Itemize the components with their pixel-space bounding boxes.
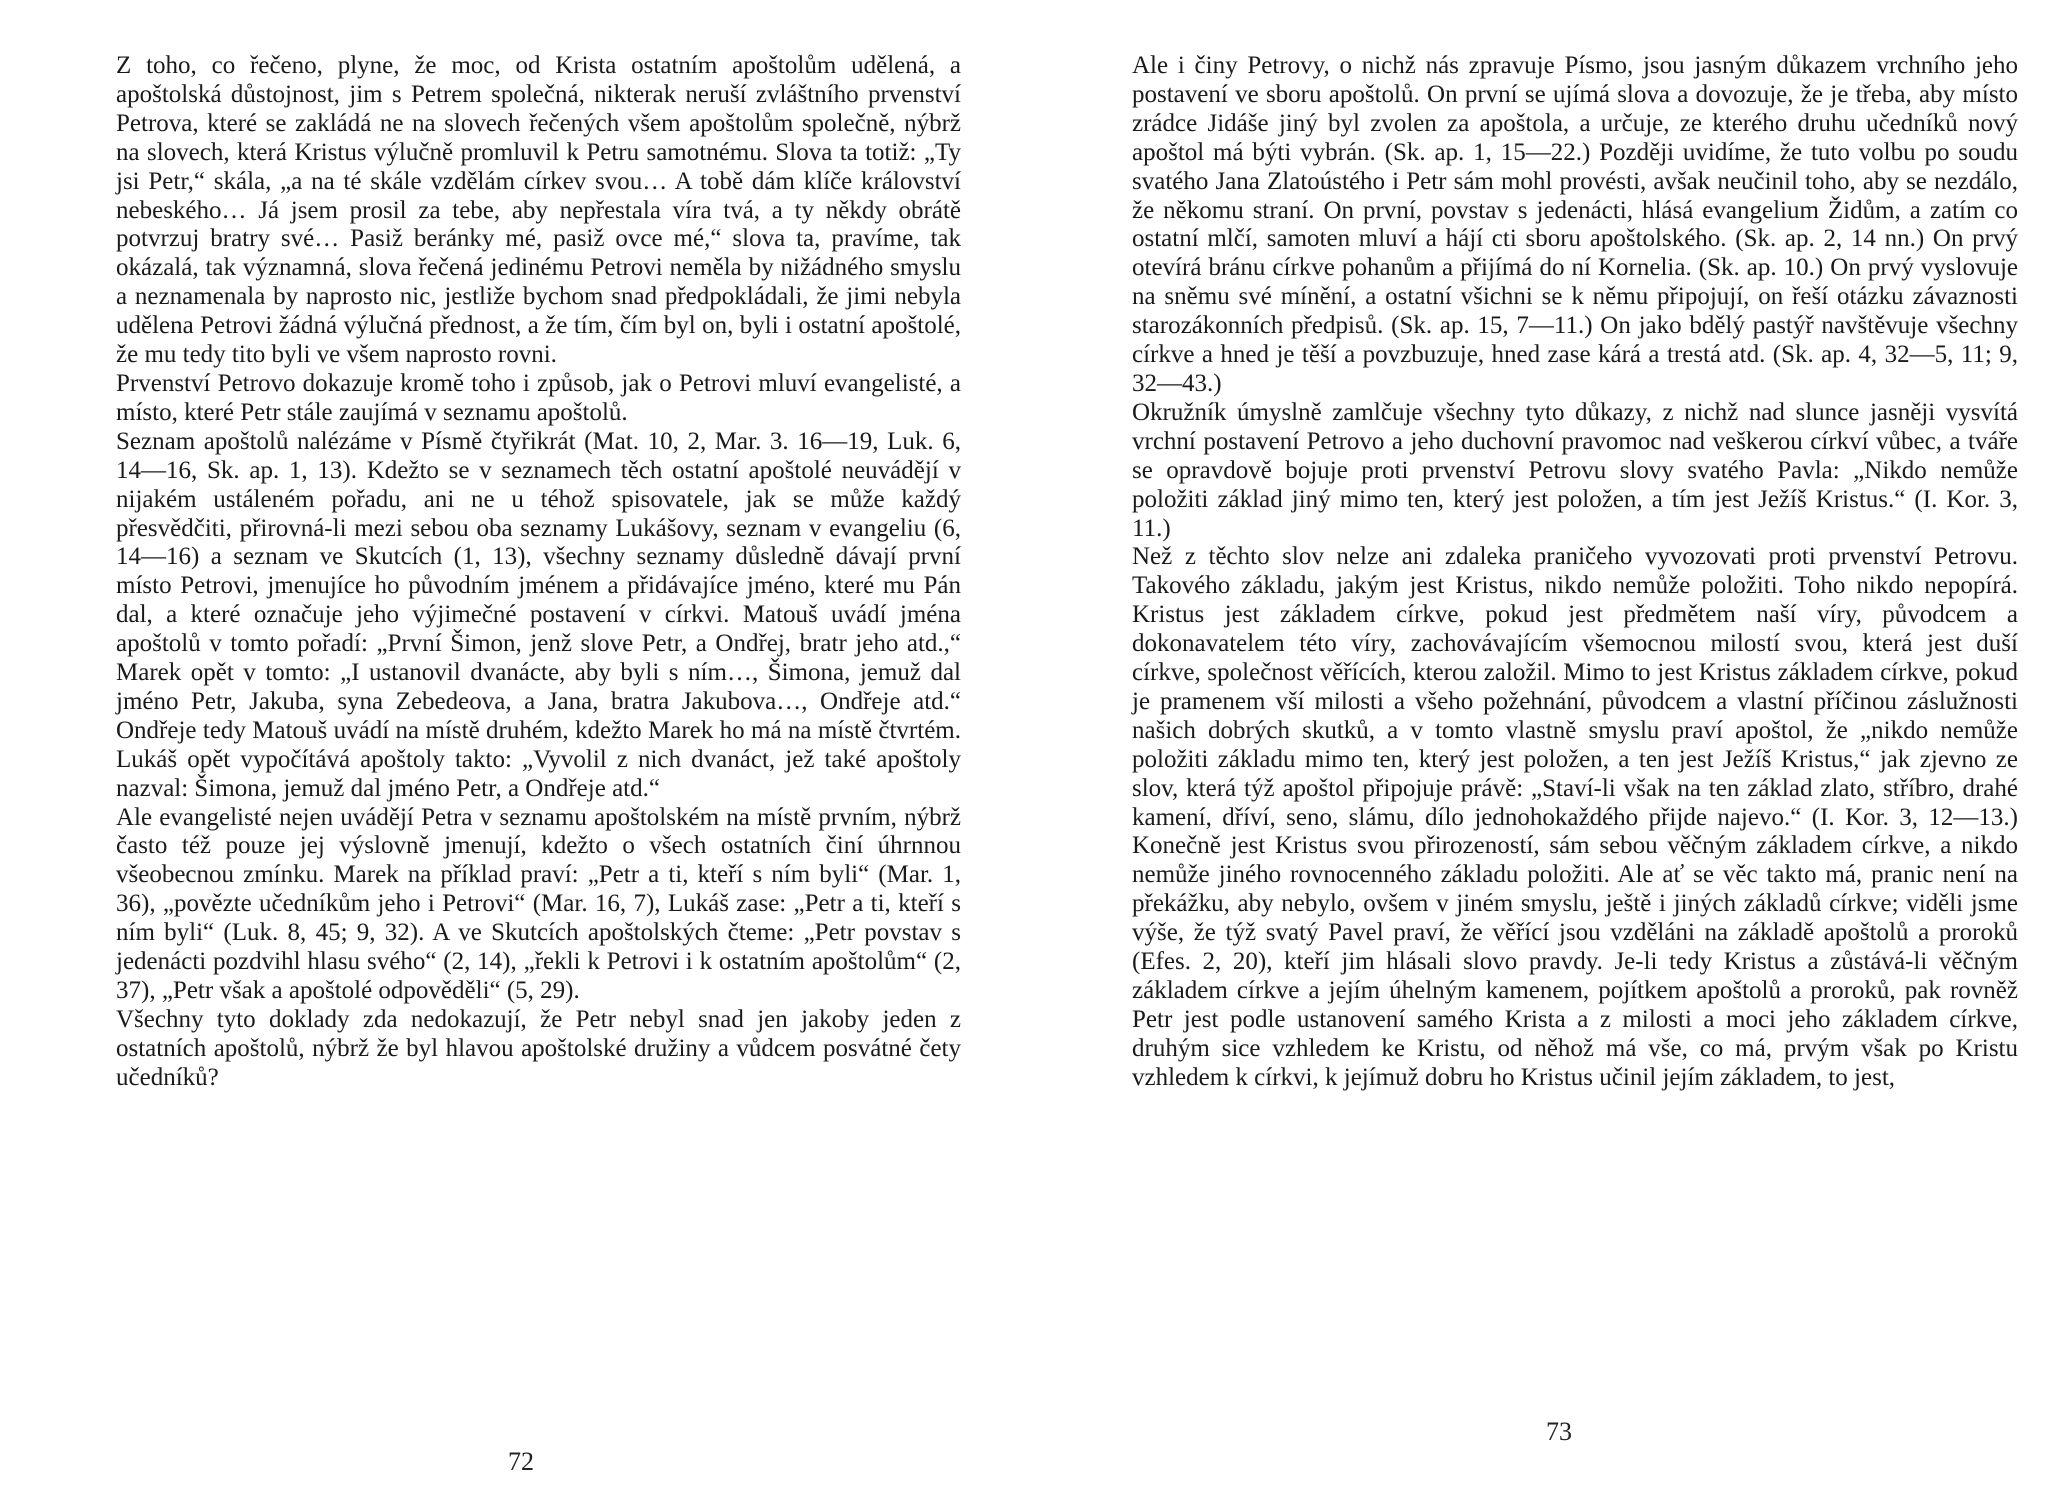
page-number-left: 72 [508, 1447, 534, 1476]
paragraph: Všechny tyto doklady zda nedokazují, že Petr nebyl snad jen jakoby jeden z ostatních apoštolů, nýbrž že byl hlavou apoštolské družiny a vůdcem posvátné čety učedníků? [116, 1005, 961, 1091]
paragraph: Prvenství Petrovo dokazuje kromě toho i způsob, jak o Petrovi mluví evangelisté, a místo, které Petr stále zaujímá v seznamu apoštolů. [116, 369, 961, 426]
right-page-text [1132, 52, 2018, 1093]
paragraph: Než z těchto slov nelze ani zdaleka praničeho vyvozovati proti prvenství Petrovu. Takového základu, jakým jest Kristus, nikdo nemůže položiti. Toho nikdo nepopírá. Kristus jest základem církve, pokud jest předmětem naší víry, původcem a dokonavatelem této víry, zachovávajícím všemocnou milostí svou, která jest duší církve, společnost věřících, kterou založil. Mimo to jest Kristus základem církve, pokud je pramenem vší milosti a všeho požehnání, původcem a vlastní příčinou záslužnosti našich dobrých skutků, a v tomto vlastně smyslu praví apoštol, že „nikdo nemůže položiti základu mimo ten, který jest položen, a ten jest Ježíš Kristus,“ jak zjevno ze slov, která týž apoštol připojuje právě: „Staví-li však na ten základ zlato, stříbro, drahé kamení, dříví, seno, slámu, dílo jednohokaždého přijde najevo.“ (I. Kor. 3, 12—13.) Konečně jest Kristus svou přirozeností, sám sebou věčným základem církve, a nikdo nemůže jiného rovnocenného základu položiti. Ale ať se věc takto má, pranic není na překážku, aby nebylo, ovšem v jiném smyslu, ještě i jiných základů církve; viděli jsme výše, že týž svatý Pavel praví, že věřící jsou vzděláni na základě apoštolů a proroků (Efes. 2, 20), kteří jim hlásali slovo pravdy. Je-li tedy Kristus a zůstává-li věčným základem církve a jejím úhelným kamenem, pojítkem apoštolů a proroků, pak rovněž Petr jest podle ustanovení samého Krista a z milosti a moci jeho základem církve, druhým sice vzhledem ke Kristu, od něhož má vše, co má, prvým však po Kristu vzhledem k církvi, k jejímuž dobru ho Kristus učinil jejím základem, to jest, [1132, 543, 2018, 1091]
left-page-text [116, 52, 961, 1093]
paragraph: Z toho, co řečeno, plyne, že moc, od Krista ostatním apoštolům udělená, a apoštolská důstojnost, jim s Petrem společná, nikterak neruší zvláštního prvenství Petrova, které se zakládá ne na slovech řečených všem apoštolům společně, nýbrž na slovech, která Kristus výlučně promluvil k Petru samotnému. Slova ta totiž: „Ty jsi Petr,“ skála, „a na té skále vzdělám církev svou… A tobě dám klíče království nebeského… Já jsem prosil za tebe, aby nepřestala víra tvá, a ty někdy obrátě potvrzuj bratry své… Pasiž beránky mé, pasiž ovce mé,“ slova ta, pravíme, tak okázalá, tak významná, slova řečená jedinému Petrovi neměla by nižádného smyslu a neznamenala by naprosto nic, jestliže bychom snad předpokládali, že jimi nebyla udělena Petrovi žádná výlučná přednost, a že tím, čím byl on, byli i ostatní apoštolé, že mu tedy tito byli ve všem naprosto rovni. [116, 52, 961, 369]
page-number-right: 73 [1546, 1417, 1572, 1446]
paragraph: Ale i činy Petrovy, o nichž nás zpravuje Písmo, jsou jasným důkazem vrchního jeho postavení ve sboru apoštolů. On první se ujímá slova a dovozuje, že je třeba, aby místo zrádce Jidáše jiný byl zvolen za apoštola, a určuje, ze kterého druhu učedníků nový apoštol má býti vybrán. (Sk. ap. 1, 15—22.) Později uvidíme, že tuto volbu po soudu svatého Jana Zlatoústého i Petr sám mohl provésti, avšak neučinil toho, aby se nezdálo, že někomu straní. On první, povstav s jedenácti, hlásá evangelium Židům, a zatím co ostatní mlčí, samoten mluví a hájí cti sboru apoštolského. (Sk. ap. 2, 14 nn.) On prvý otevírá bránu církve pohanům a přijímá do ní Kornelia. (Sk. ap. 10.) On prvý vyslovuje na sněmu své mínění, a ostatní všichni se k němu připojují, on řeší otázku závaznosti starozákonních předpisů. (Sk. ap. 15, 7—11.) On jako bdělý pastýř navštěvuje všechny církve a hned je těší a povzbuzuje, hned zase kárá a trestá atd. (Sk. ap. 4, 32—5, 11; 9, 32—43.) [1132, 52, 2018, 397]
right-page [1036, 0, 2072, 1500]
paragraph: Seznam apoštolů nalézáme v Písmě čtyřikrát (Mat. 10, 2, Mar. 3. 16—19, Luk. 6, 14—16, Sk. ap. 1, 13). Kdežto se v seznamech těch ostatní apoštolé neuvádějí v nijakém ustáleném pořadu, ani ne u téhož spisovatele, jak se může každý přesvědčiti, přirovná-li mezi sebou oba seznamy Lukášovy, seznam v evangeliu (6, 14—16) a seznam ve Skutcích (1, 13), všechny seznamy důsledně dávají první místo Petrovi, jmenujíce ho původním jménem a přidávajíce jméno, které mu Pán dal, a které označuje jeho výjimečné postavení v církvi. Matouš uvádí jména apoštolů v tomto pořadí: „První Šimon, jenž slove Petr, a Ondřej, bratr jeho atd.,“ Marek opět v tomto: „I ustanovil dvanácte, aby byli s ním…, Šimona, jemuž dal jméno Petr, Jakuba, syna Zebedeova, a Jana, bratra Jakubova…, Ondřeje atd.“ Ondřeje tedy Matouš uvádí na místě druhém, kdežto Marek ho má na místě čtvrtém. Lukáš opět vypočítává apoštoly takto: „Vyvolil z nich dvanáct, jež také apoštoly nazval: Šimona, jemuž dal jméno Petr, a Ondřeje atd.“ [116, 427, 961, 802]
paragraph: Okružník úmyslně zamlčuje všechny tyto důkazy, z nichž nad slunce jasněji vysvítá vrchní postavení Petrovo a jeho duchovní pravomoc nad veškerou církví vůbec, a tváře se opravdově bojuje proti prvenství Petrovu slovy svatého Pavla: „Nikdo nemůže položiti základ jiný mimo ten, který jest položen, a tím jest Ježíš Kristus.“ (I. Kor. 3, 11.) [1132, 398, 2018, 542]
paragraph: Ale evangelisté nejen uvádějí Petra v seznamu apoštolském na místě prvním, nýbrž často též pouze jej výslovně jmenují, kdežto o všech ostatních činí úhrnnou všeobecnou zmínku. Marek na příklad praví: „Petr a ti, kteří s ním byli“ (Mar. 1, 36), „povězte učedníkům jeho i Petrovi“ (Mar. 16, 7), Lukáš zase: „Petr a ti, kteří s ním byli“ (Luk. 8, 45; 9, 32). A ve Skutcích apoštolských čteme: „Petr povstav s jedenácti pozdvihl hlasu svého“ (2, 14), „řekli k Petrovi i k ostatním apoštolům“ (2, 37), „Petr však a apoštolé odpověděli“ (5, 29). [116, 803, 961, 1004]
